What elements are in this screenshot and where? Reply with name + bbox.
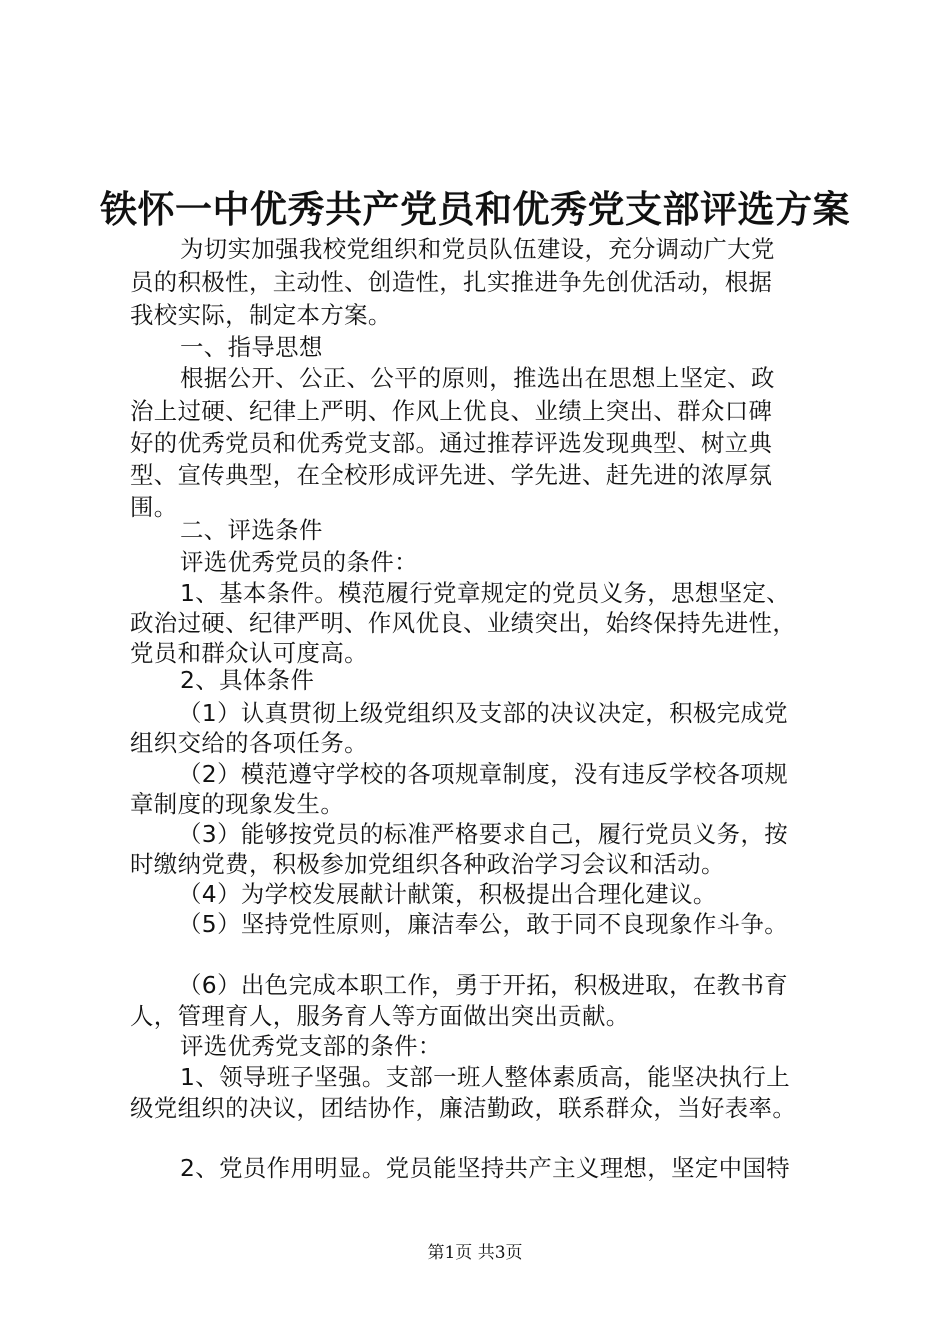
body-line: 时缴纳党费，积极参加党组织各种政治学习会议和活动。 — [130, 850, 725, 878]
body-line: 章制度的现象发生。 — [130, 790, 345, 818]
body-line: 2、具体条件 — [180, 666, 315, 694]
body-line: 根据公开、公正、公平的原则，推选出在思想上坚定、政 — [180, 364, 775, 392]
body-line: 围。 — [130, 493, 178, 521]
subsection-heading: 评选优秀党员的条件： — [180, 548, 418, 576]
body-line: 政治过硬、纪律严明、作风优良、业绩突出，始终保持先进性， — [130, 609, 797, 637]
list-item: （1）认真贯彻上级党组织及支部的决议决定，积极完成党 — [178, 699, 789, 727]
body-line: 1、基本条件。模范履行党章规定的党员义务，思想坚定、 — [180, 579, 791, 607]
list-item: （6）出色完成本职工作，勇于开拓，积极进取，在教书育 — [178, 971, 789, 999]
page-number-footer: 第1页 共3页 — [427, 1243, 523, 1263]
body-line: 为切实加强我校党组织和党员队伍建设，充分调动广大党 — [180, 235, 775, 263]
body-line: 治上过硬、纪律上严明、作风上优良、业绩上突出、群众口碑 — [130, 397, 773, 425]
body-line: 1、领导班子坚强。支部一班人整体素质高，能坚决执行上 — [180, 1063, 791, 1091]
subsection-heading: 评选优秀党支部的条件： — [180, 1032, 442, 1060]
body-line: 好的优秀党员和优秀党支部。通过推荐评选发现典型、树立典 — [130, 429, 773, 457]
body-line: 党员和群众认可度高。 — [130, 639, 368, 667]
list-item: （4）为学校发展献计献策，积极提出合理化建议。 — [178, 880, 717, 908]
document-title: 铁怀一中优秀共产党员和优秀党支部评选方案 — [100, 187, 850, 231]
list-item: （2）模范遵守学校的各项规章制度，没有违反学校各项规 — [178, 760, 789, 788]
section-heading: 二、评选条件 — [180, 516, 323, 544]
body-line: 级党组织的决议，团结协作，廉洁勤政，联系群众，当好表率。 — [130, 1094, 797, 1122]
list-item: （5）坚持党性原则，廉洁奉公，敢于同不良现象作斗争。 — [178, 910, 789, 938]
list-item: （3）能够按党员的标准严格要求自己，履行党员义务，按 — [178, 820, 789, 848]
body-line: 2、党员作用明显。党员能坚持共产主义理想，坚定中国特 — [180, 1154, 791, 1182]
body-line: 型、宣传典型，在全校形成评先进、学先进、赶先进的浓厚氛 — [130, 461, 773, 489]
body-line: 我校实际，制定本方案。 — [130, 301, 392, 329]
body-line: 员的积极性，主动性、创造性，扎实推进争先创优活动，根据 — [130, 268, 773, 296]
body-line: 人，管理育人，服务育人等方面做出突出贡献。 — [130, 1002, 630, 1030]
section-heading: 一、指导思想 — [180, 333, 323, 361]
body-line: 组织交给的各项任务。 — [130, 729, 368, 757]
